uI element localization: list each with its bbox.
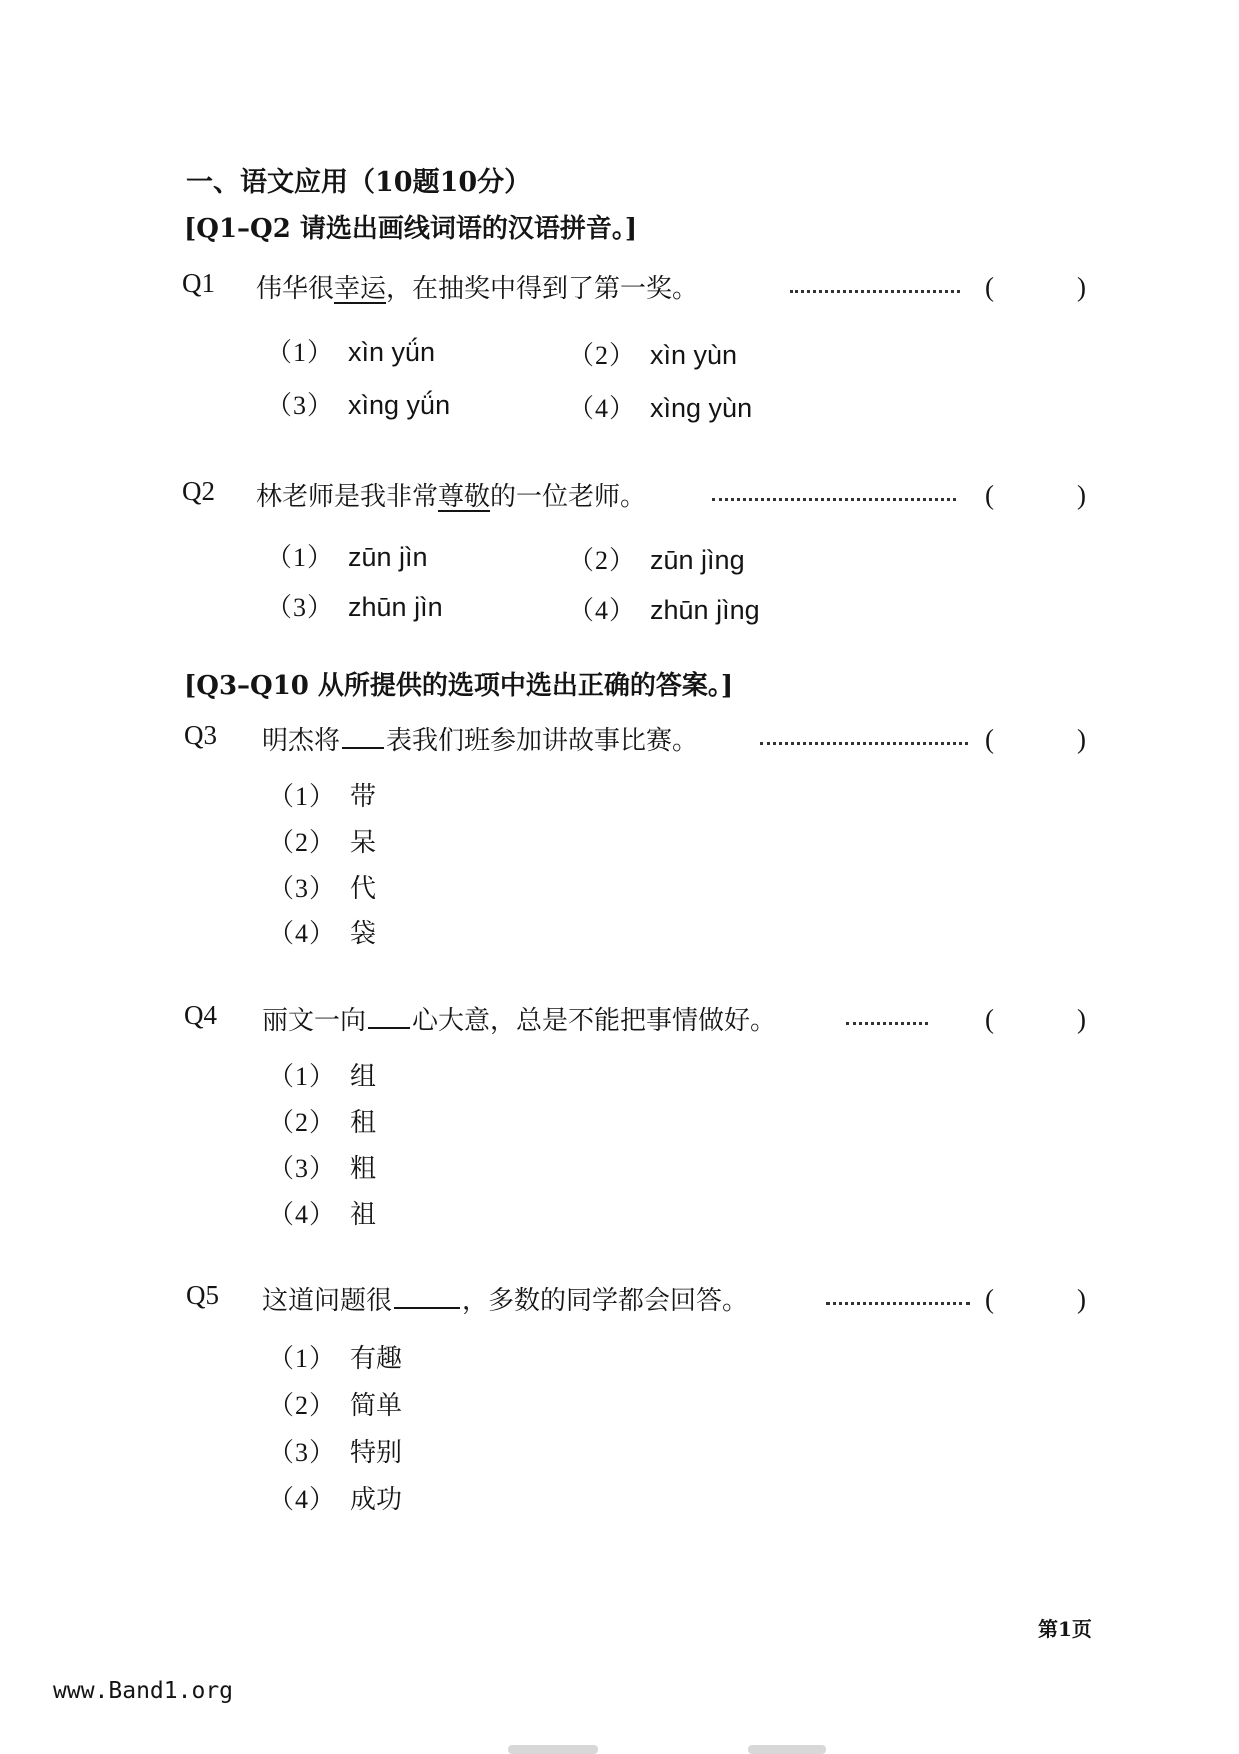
option-4: （4） zhūn jìng [568, 595, 760, 625]
question-number: Q4 [184, 1000, 217, 1030]
option-3: （3） 代 [268, 874, 377, 904]
answer-paren-close: ) [1077, 1284, 1086, 1314]
section-title: 一、语文应用（10题10分） [186, 167, 532, 198]
option-2: （2） xìn yùn [568, 340, 738, 370]
question-text: 伟华很幸运，在抽奖中得到了第一奖。 [256, 274, 699, 304]
underlined-word: 尊敬 [438, 482, 491, 512]
option-2: （2） 呆 [268, 828, 377, 858]
option-2: （2） 租 [268, 1108, 377, 1138]
option-1: （1） 组 [268, 1062, 377, 1092]
option-1: （1） xìn yǘn [266, 337, 436, 367]
question-text: 明杰将 表我们班参加讲故事比赛。 [262, 726, 699, 756]
footer-url: www.Band1.org [53, 1678, 234, 1704]
leader-dots [760, 742, 968, 745]
option-4: （4） 成功 [268, 1485, 403, 1515]
instruction-q1-q2: [Q1–Q2 请选出画线词语的汉语拼音。] [184, 214, 638, 244]
option-1: （1） 有趣 [268, 1344, 403, 1374]
option-1: （1） 带 [268, 782, 377, 812]
answer-paren-open: ( [985, 272, 994, 302]
option-2: （2） zūn jìng [568, 545, 745, 575]
leader-dots [712, 498, 956, 501]
scan-smudge [508, 1745, 598, 1754]
question-number: Q1 [182, 268, 215, 298]
question-number: Q5 [186, 1280, 219, 1310]
option-4: （4） xìng yùn [568, 393, 753, 423]
answer-paren-open: ( [985, 1284, 994, 1314]
answer-blank [342, 746, 384, 749]
instruction-q3-q10: [Q3–Q10 从所提供的选项中选出正确的答案。] [184, 671, 734, 701]
underlined-word: 幸运 [334, 274, 387, 304]
answer-paren-close: ) [1077, 272, 1086, 302]
page-number: 第1页 [1038, 1617, 1092, 1641]
answer-paren-open: ( [985, 1004, 994, 1034]
option-3: （3） xìng yǘn [266, 390, 451, 420]
answer-paren-close: ) [1077, 724, 1086, 754]
question-text: 林老师是我非常尊敬的一位老师。 [256, 482, 647, 512]
leader-dots [790, 290, 960, 293]
answer-paren-close: ) [1077, 480, 1086, 510]
question-number: Q3 [184, 720, 217, 750]
option-4: （4） 祖 [268, 1200, 377, 1230]
question-number: Q2 [182, 476, 215, 506]
option-2: （2） 简单 [268, 1391, 403, 1421]
leader-dots [846, 1022, 928, 1025]
answer-blank [368, 1026, 410, 1029]
answer-paren-open: ( [985, 480, 994, 510]
option-4: （4） 袋 [268, 919, 377, 949]
answer-blank [394, 1306, 460, 1309]
question-text: 丽文一向 心大意，总是不能把事情做好。 [262, 1006, 777, 1036]
leader-dots [826, 1302, 970, 1305]
option-3: （3） 粗 [268, 1154, 377, 1184]
question-text: 这道问题很 ，多数的同学都会回答。 [262, 1286, 749, 1316]
option-3: （3） zhūn jìn [266, 592, 443, 622]
scan-smudge [748, 1745, 826, 1754]
answer-paren-close: ) [1077, 1004, 1086, 1034]
option-1: （1） zūn jìn [266, 542, 428, 572]
answer-paren-open: ( [985, 724, 994, 754]
option-3: （3） 特别 [268, 1438, 403, 1468]
